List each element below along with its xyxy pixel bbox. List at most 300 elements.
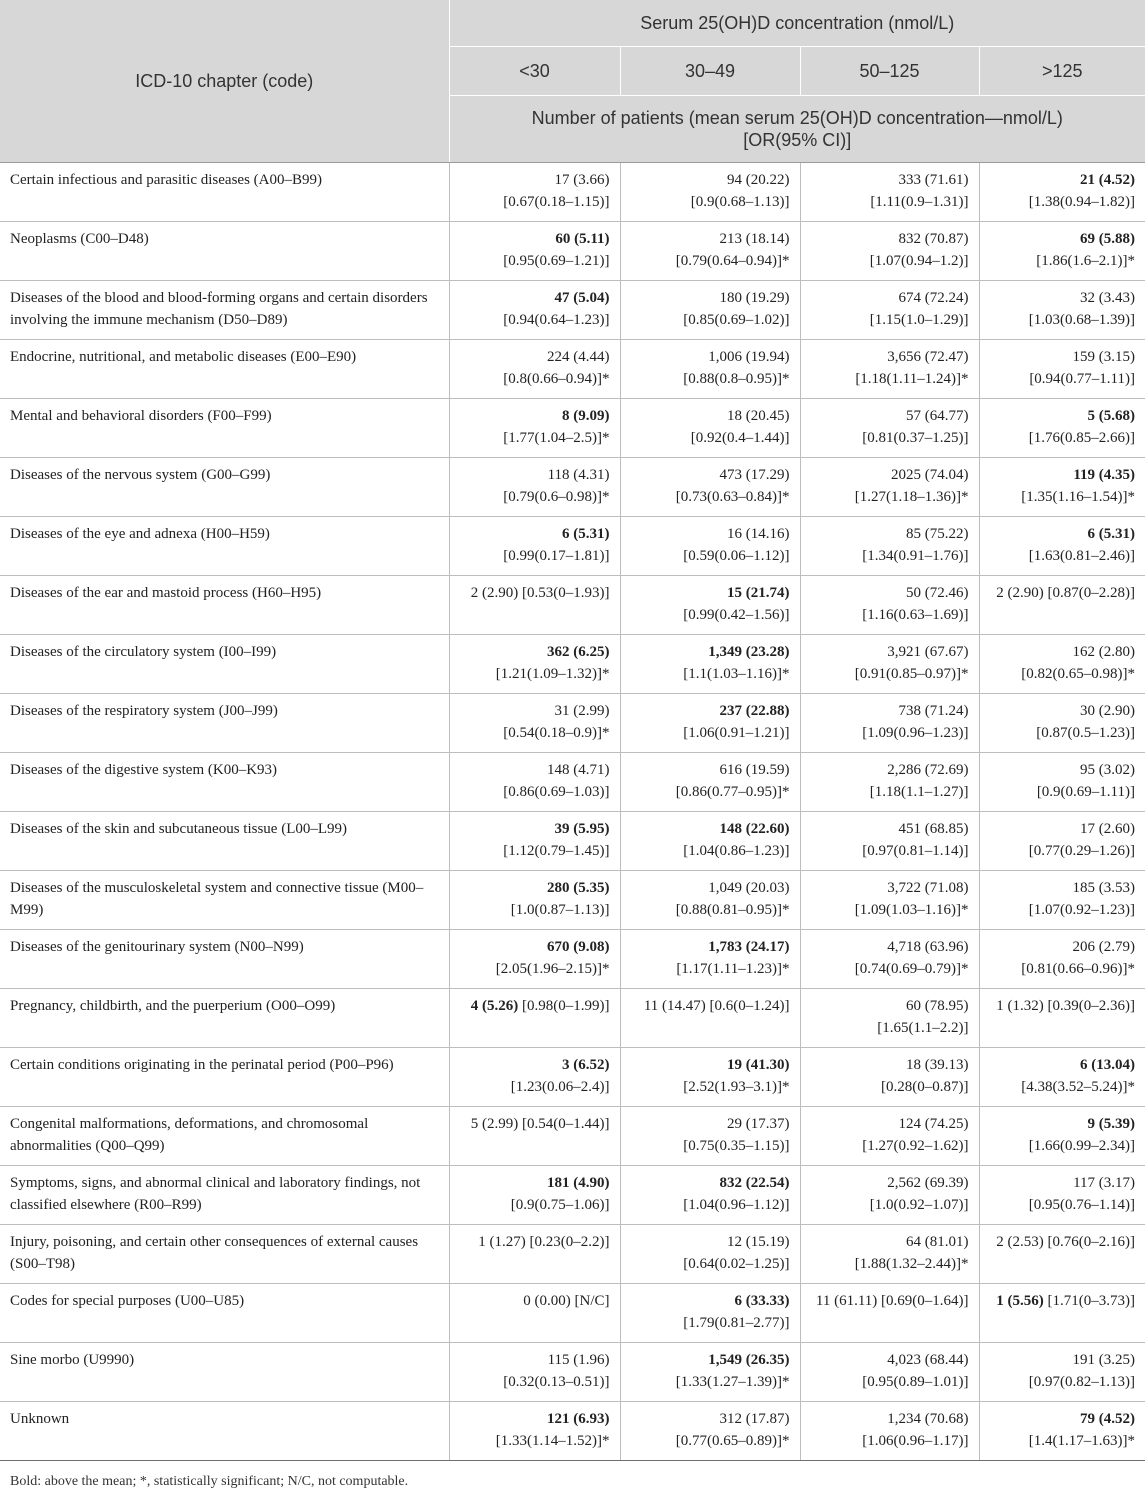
table-row [0, 930, 1145, 989]
patient-count: 57 (64.77) [906, 408, 969, 424]
row-label: Diseases of the circulatory system (I00–I99) [0, 635, 449, 694]
odds-ratio-ci: [1.27(0.92–1.62)] [862, 1138, 969, 1154]
table-cell [979, 635, 1145, 694]
table-cell [620, 1284, 800, 1343]
odds-ratio-ci: [1.4(1.17–1.63)]* [1028, 1433, 1135, 1449]
odds-ratio-ci: [1.35(1.16–1.54)]* [1021, 489, 1135, 505]
odds-ratio-ci: [0.39(0–2.36)] [1047, 998, 1135, 1014]
table-cell [620, 989, 800, 1048]
odds-ratio-ci: [0.92(0.4–1.44)] [690, 430, 790, 446]
patient-count: 162 (2.80) [1072, 644, 1135, 660]
table-cell [449, 1166, 620, 1225]
patient-count: 9 (5.39) [1087, 1116, 1135, 1132]
odds-ratio-ci: [0.99(0.42–1.56)] [683, 607, 790, 623]
table-cell [979, 694, 1145, 753]
table-row [0, 1048, 1145, 1107]
table-cell [620, 281, 800, 340]
table-cell [800, 281, 979, 340]
table-cell [620, 1107, 800, 1166]
patient-count: 118 (4.31) [547, 467, 610, 483]
table-cell [979, 1048, 1145, 1107]
patient-count: 738 (71.24) [898, 703, 969, 719]
odds-ratio-ci: [0.79(0.64–0.94)]* [675, 253, 790, 269]
patient-count: 832 (70.87) [898, 231, 969, 247]
row-label: Diseases of the skin and subcutaneous tissue (L00–L99) [0, 812, 449, 871]
row-label: Certain infectious and parasitic diseases (A00–B99) [0, 163, 449, 222]
odds-ratio-ci: [0.76(0–2.16)] [1047, 1234, 1135, 1250]
patient-count: 5 (2.99) [470, 1116, 519, 1132]
patient-count: 159 (3.15) [1072, 349, 1135, 365]
table-cell [979, 871, 1145, 930]
row-label: Diseases of the ear and mastoid process (H60–H95) [0, 576, 449, 635]
table-cell [979, 399, 1145, 458]
odds-ratio-ci: [1.23(0.06–2.4)] [510, 1079, 610, 1095]
row-label: Congenital malformations, deformations, and chromosomal abnormalities (Q00–Q99) [0, 1107, 449, 1166]
patient-count: 312 (17.87) [719, 1411, 790, 1427]
odds-ratio-ci: [1.76(0.85–2.66)] [1028, 430, 1135, 446]
patient-count: 39 (5.95) [554, 821, 610, 837]
odds-ratio-ci: [0.77(0.29–1.26)] [1028, 843, 1135, 859]
odds-ratio-ci: [0.9(0.69–1.11)] [1036, 784, 1135, 800]
odds-ratio-ci: [1.66(0.99–2.34)] [1028, 1138, 1135, 1154]
table-cell [449, 1343, 620, 1402]
table-row [0, 576, 1145, 635]
table-cell [620, 635, 800, 694]
odds-ratio-ci: [1.65(1.1–2.2)] [877, 1020, 969, 1036]
odds-ratio-ci: [0.97(0.81–1.14)] [862, 843, 969, 859]
patient-count: 124 (74.25) [898, 1116, 969, 1132]
odds-ratio-ci: [0.77(0.65–0.89)]* [675, 1433, 790, 1449]
table-row [0, 989, 1145, 1048]
row-label: Neoplasms (C00–D48) [0, 222, 449, 281]
patient-count: 2 (2.90) [470, 585, 519, 601]
row-label: Injury, poisoning, and certain other consequences of external causes (S00–T98) [0, 1225, 449, 1284]
table-cell [620, 399, 800, 458]
table-cell [620, 871, 800, 930]
row-label: Sine morbo (U9990) [0, 1343, 449, 1402]
table-cell [979, 163, 1145, 222]
table-row [0, 1225, 1145, 1284]
patient-count: 60 (5.11) [555, 231, 610, 247]
patient-count: 50 (72.46) [906, 585, 969, 601]
patient-count: 15 (21.74) [727, 585, 790, 601]
table-cell [620, 340, 800, 399]
odds-ratio-ci: [1.77(1.04–2.5)]* [503, 430, 610, 446]
table-cell [449, 163, 620, 222]
table-cell [620, 1343, 800, 1402]
odds-ratio-ci: [0.85(0.69–1.02)] [683, 312, 790, 328]
odds-ratio-ci: [0.95(0.89–1.01)] [862, 1374, 969, 1390]
table-row [0, 871, 1145, 930]
table-cell [620, 576, 800, 635]
patient-count: 29 (17.37) [727, 1116, 790, 1132]
patient-count: 2 (2.90) [996, 585, 1044, 601]
patient-count: 3,722 (71.08) [887, 880, 969, 896]
odds-ratio-ci: [1.71(0–3.73)] [1047, 1293, 1135, 1309]
row-label: Symptoms, signs, and abnormal clinical and laboratory findings, not classified elsewhere (R00–R99) [0, 1166, 449, 1225]
patient-count: 11 (61.11) [815, 1293, 878, 1309]
patient-count: 117 (3.17) [1073, 1175, 1135, 1191]
table-row [0, 1402, 1145, 1461]
patient-count: 3,921 (67.67) [887, 644, 969, 660]
patient-count: 213 (18.14) [719, 231, 790, 247]
odds-ratio-ci: [0.88(0.81–0.95)]* [675, 902, 790, 918]
row-label: Diseases of the blood and blood-forming organs and certain disorders involving the immune mechanism (D50–D89) [0, 281, 449, 340]
patient-count: 18 (39.13) [906, 1057, 969, 1073]
table-row [0, 399, 1145, 458]
odds-ratio-ci: [1.06(0.96–1.17)] [862, 1433, 969, 1449]
patient-count: 2025 (74.04) [891, 467, 969, 483]
patient-count: 832 (22.54) [719, 1175, 790, 1191]
table-cell [979, 1166, 1145, 1225]
table-cell [620, 517, 800, 576]
table-row [0, 1166, 1145, 1225]
odds-ratio-ci: [0.6(0–1.24)] [709, 998, 790, 1014]
row-label: Diseases of the nervous system (G00–G99) [0, 458, 449, 517]
subtitle [449, 96, 1145, 163]
odds-ratio-ci: [0.94(0.64–1.23)] [503, 312, 610, 328]
table-cell [800, 753, 979, 812]
table-cell [449, 222, 620, 281]
row-label: Diseases of the respiratory system (J00–J99) [0, 694, 449, 753]
odds-ratio-ci: [0.82(0.65–0.98)]* [1021, 666, 1135, 682]
subtitle-line1: Number of patients (mean serum 25(OH)D concentration—nmol/L) [531, 108, 1063, 128]
patient-count: 31 (2.99) [554, 703, 610, 719]
table-cell [800, 871, 979, 930]
patient-count: 206 (2.79) [1072, 939, 1135, 955]
odds-ratio-ci: [0.95(0.76–1.14)] [1028, 1197, 1135, 1213]
subtitle-line2: [OR(95% CI)] [743, 130, 852, 150]
patient-count: 3,656 (72.47) [887, 349, 969, 365]
table-cell [620, 930, 800, 989]
odds-ratio-ci: [0.54(0–1.44)] [522, 1116, 610, 1132]
odds-ratio-ci: [0.91(0.85–0.97)]* [854, 666, 969, 682]
patient-count: 670 (9.08) [547, 939, 610, 955]
odds-ratio-ci: [1.34(0.91–1.76)] [862, 548, 969, 564]
patient-count: 4 (5.26) [470, 998, 519, 1014]
odds-ratio-ci: [0.59(0.06–1.12)] [683, 548, 790, 564]
table-cell [800, 340, 979, 399]
odds-ratio-ci: [0.99(0.17–1.81)] [503, 548, 610, 564]
patient-count: 1,549 (26.35) [708, 1352, 790, 1368]
patient-count: 148 (22.60) [719, 821, 790, 837]
odds-ratio-ci: [2.52(1.93–3.1)]* [683, 1079, 790, 1095]
row-label: Diseases of the genitourinary system (N00–N99) [0, 930, 449, 989]
table-cell [620, 1166, 800, 1225]
table-cell [800, 399, 979, 458]
odds-ratio-ci: [0.87(0–2.28)] [1047, 585, 1135, 601]
odds-ratio-ci: [0.79(0.6–0.98)]* [503, 489, 610, 505]
table-cell [800, 1284, 979, 1343]
odds-ratio-ci: [0.64(0.02–1.25)] [683, 1256, 790, 1272]
patient-count: 224 (4.44) [547, 349, 610, 365]
odds-ratio-ci: [1.79(0.81–2.77)] [683, 1315, 790, 1331]
odds-ratio-ci: [1.86(1.6–2.1)]* [1036, 253, 1135, 269]
patient-count: 333 (71.61) [898, 172, 969, 188]
table-cell [800, 458, 979, 517]
patient-count: 2 (2.53) [996, 1234, 1044, 1250]
row-label: Unknown [0, 1402, 449, 1461]
odds-ratio-ci: [1.21(1.09–1.32)]* [495, 666, 610, 682]
column-header-lt30: <30 [449, 47, 620, 96]
table-cell [979, 458, 1145, 517]
patient-count: 32 (3.43) [1080, 290, 1135, 306]
patient-count: 237 (22.88) [719, 703, 790, 719]
patient-count: 121 (6.93) [547, 1411, 610, 1427]
table-cell [620, 222, 800, 281]
row-label: Endocrine, nutritional, and metabolic diseases (E00–E90) [0, 340, 449, 399]
odds-ratio-ci: [1.0(0.92–1.07)] [869, 1197, 969, 1213]
patient-count: 6 (5.31) [562, 526, 610, 542]
patient-count: 1,049 (20.03) [708, 880, 790, 896]
patient-count: 19 (41.30) [727, 1057, 790, 1073]
patient-count: 1,234 (70.68) [887, 1411, 969, 1427]
odds-ratio-ci: [1.11(0.9–1.31)] [870, 194, 969, 210]
table-cell [449, 458, 620, 517]
table-cell [449, 1225, 620, 1284]
table-cell [800, 1048, 979, 1107]
table-cell [620, 753, 800, 812]
odds-ratio-ci: [1.07(0.92–1.23)] [1028, 902, 1135, 918]
patient-count: 1 (1.32) [996, 998, 1044, 1014]
odds-ratio-ci: [0.73(0.63–0.84)]* [675, 489, 790, 505]
odds-ratio-ci: [1.18(1.11–1.24)]* [855, 371, 969, 387]
odds-ratio-ci: [0.94(0.77–1.11)] [1029, 371, 1135, 387]
table-cell [979, 576, 1145, 635]
table-row [0, 517, 1145, 576]
patient-count: 2,562 (69.39) [887, 1175, 969, 1191]
patient-count: 1 (1.27) [478, 1234, 526, 1250]
table-cell [449, 1107, 620, 1166]
patient-count: 180 (19.29) [719, 290, 790, 306]
table-cell [449, 930, 620, 989]
table-row [0, 163, 1145, 222]
odds-ratio-ci: [1.88(1.32–2.44)]* [854, 1256, 969, 1272]
odds-ratio-ci: [0.86(0.69–1.03)] [503, 784, 610, 800]
table-cell [979, 222, 1145, 281]
patient-count: 64 (81.01) [906, 1234, 969, 1250]
table-cell [800, 576, 979, 635]
odds-ratio-ci: [0.28(0–0.87)] [881, 1079, 969, 1095]
column-header-30-49: 30–49 [620, 47, 800, 96]
patient-count: 94 (20.22) [727, 172, 790, 188]
column-header-gt125: >125 [979, 47, 1145, 96]
odds-ratio-ci: [0.95(0.69–1.21)] [503, 253, 610, 269]
odds-ratio-ci: [1.16(0.63–1.69)] [862, 607, 969, 623]
table-cell [620, 458, 800, 517]
patient-count: 21 (4.52) [1080, 172, 1135, 188]
patient-count: 1 (5.56) [996, 1293, 1044, 1309]
table-cell [620, 1402, 800, 1461]
patient-count: 16 (14.16) [727, 526, 790, 542]
table-row [0, 340, 1145, 399]
patient-count: 8 (9.09) [562, 408, 610, 424]
table-row [0, 1107, 1145, 1166]
patient-count: 4,023 (68.44) [887, 1352, 969, 1368]
odds-ratio-ci: [1.17(1.11–1.23)]* [676, 961, 790, 977]
table-cell [449, 399, 620, 458]
row-label-header: ICD-10 chapter (code) [0, 0, 449, 163]
patient-count: 1,006 (19.94) [708, 349, 790, 365]
patient-count: 47 (5.04) [554, 290, 610, 306]
patient-count: 280 (5.35) [547, 880, 610, 896]
table-cell [979, 1107, 1145, 1166]
patient-count: 95 (3.02) [1080, 762, 1135, 778]
odds-ratio-ci: [0.9(0.68–1.13)] [690, 194, 790, 210]
odds-ratio-ci: [0.97(0.82–1.13)] [1028, 1374, 1135, 1390]
table-cell [979, 1225, 1145, 1284]
table-row [0, 1343, 1145, 1402]
table-row [0, 458, 1145, 517]
table-cell [800, 222, 979, 281]
patient-count: 185 (3.53) [1072, 880, 1135, 896]
odds-ratio-ci: [N/C] [574, 1293, 610, 1309]
patient-count: 674 (72.24) [898, 290, 969, 306]
odds-ratio-ci: [4.38(3.52–5.24)]* [1021, 1079, 1135, 1095]
odds-ratio-ci: [1.38(0.94–1.82)] [1028, 194, 1135, 210]
odds-ratio-ci: [1.09(1.03–1.16)]* [854, 902, 969, 918]
patient-count: 11 (14.47) [643, 998, 706, 1014]
row-label: Pregnancy, childbirth, and the puerperium (O00–O99) [0, 989, 449, 1048]
row-label: Certain conditions originating in the perinatal period (P00–P96) [0, 1048, 449, 1107]
table-cell [979, 930, 1145, 989]
row-label: Mental and behavioral disorders (F00–F99) [0, 399, 449, 458]
row-label: Diseases of the digestive system (K00–K93) [0, 753, 449, 812]
patient-count: 473 (17.29) [719, 467, 790, 483]
odds-ratio-ci: [0.81(0.66–0.96)]* [1021, 961, 1135, 977]
odds-ratio-ci: [1.27(1.18–1.36)]* [854, 489, 969, 505]
odds-ratio-ci: [1.04(0.86–1.23)] [683, 843, 790, 859]
odds-ratio-ci: [1.63(0.81–2.46)] [1028, 548, 1135, 564]
footnote: Bold: above the mean; *, statistically significant; N/C, not computable. [10, 1474, 409, 1489]
patient-count: 30 (2.90) [1080, 703, 1135, 719]
table-cell [449, 753, 620, 812]
odds-ratio-ci: [0.32(0.13–0.51)] [503, 1374, 610, 1390]
table-cell [800, 635, 979, 694]
table-cell [620, 163, 800, 222]
table-cell [979, 812, 1145, 871]
table-cell [800, 1343, 979, 1402]
odds-ratio-ci: [1.03(0.68–1.39)] [1028, 312, 1135, 328]
odds-ratio-ci: [0.81(0.37–1.25)] [862, 430, 969, 446]
patient-count: 60 (78.95) [906, 998, 969, 1014]
table-cell [449, 694, 620, 753]
table-cell [620, 812, 800, 871]
odds-ratio-ci: [1.18(1.1–1.27)] [869, 784, 969, 800]
patient-count: 148 (4.71) [547, 762, 610, 778]
patient-count: 191 (3.25) [1072, 1352, 1135, 1368]
patient-count: 1,349 (23.28) [708, 644, 790, 660]
patient-count: 18 (20.45) [727, 408, 790, 424]
table-cell [979, 753, 1145, 812]
odds-ratio-ci: [2.05(1.96–2.15)]* [495, 961, 610, 977]
odds-ratio-ci: [0.87(0.5–1.23)] [1036, 725, 1135, 741]
patient-count: 5 (5.68) [1087, 408, 1135, 424]
table-cell [800, 930, 979, 989]
odds-ratio-ci: [0.23(0–2.2)] [529, 1234, 610, 1250]
patient-count: 362 (6.25) [547, 644, 610, 660]
patient-count: 1,783 (24.17) [708, 939, 790, 955]
odds-ratio-ci: [1.07(0.94–1.2)] [869, 253, 969, 269]
table-cell [800, 163, 979, 222]
table-cell [449, 1402, 620, 1461]
odds-ratio-ci: [0.54(0.18–0.9)]* [503, 725, 610, 741]
table-row [0, 222, 1145, 281]
patient-count: 79 (4.52) [1080, 1411, 1135, 1427]
table-cell [449, 517, 620, 576]
odds-ratio-ci: [0.8(0.66–0.94)]* [503, 371, 610, 387]
table-row [0, 281, 1145, 340]
patient-count: 6 (5.31) [1087, 526, 1135, 542]
table-cell [800, 694, 979, 753]
table-cell [800, 989, 979, 1048]
odds-ratio-ci: [0.9(0.75–1.06)] [510, 1197, 610, 1213]
table-cell [449, 812, 620, 871]
table-cell [449, 340, 620, 399]
patient-count: 4,718 (63.96) [887, 939, 969, 955]
patient-count: 119 (4.35) [1073, 467, 1135, 483]
odds-ratio-ci: [0.69(0–1.64)] [881, 1293, 969, 1309]
table-cell [800, 1225, 979, 1284]
table-row [0, 753, 1145, 812]
patient-count: 0 (0.00) [523, 1293, 571, 1309]
table-cell [800, 1166, 979, 1225]
odds-ratio-ci: [0.74(0.69–0.79)]* [854, 961, 969, 977]
table-cell [449, 635, 620, 694]
patient-count: 616 (19.59) [719, 762, 790, 778]
table-cell [449, 281, 620, 340]
table-row [0, 694, 1145, 753]
table-cell [449, 989, 620, 1048]
odds-ratio-ci: [0.53(0–1.93)] [522, 585, 610, 601]
patient-count: 451 (68.85) [898, 821, 969, 837]
odds-ratio-ci: [0.88(0.8–0.95)]* [683, 371, 790, 387]
table-cell [620, 1225, 800, 1284]
row-label: Diseases of the eye and adnexa (H00–H59) [0, 517, 449, 576]
odds-ratio-ci: [1.0(0.87–1.13)] [510, 902, 610, 918]
odds-ratio-ci: [0.75(0.35–1.15)] [683, 1138, 790, 1154]
table-cell [620, 694, 800, 753]
table-cell [620, 1048, 800, 1107]
patient-count: 17 (2.60) [1080, 821, 1135, 837]
table-cell [979, 1284, 1145, 1343]
odds-ratio-ci: [0.67(0.18–1.15)] [503, 194, 610, 210]
table-cell [800, 517, 979, 576]
patient-count: 181 (4.90) [547, 1175, 610, 1191]
table-cell [800, 812, 979, 871]
table-cell [449, 871, 620, 930]
table-cell [449, 1284, 620, 1343]
row-label: Codes for special purposes (U00–U85) [0, 1284, 449, 1343]
table-cell [979, 1402, 1145, 1461]
table-cell [800, 1402, 979, 1461]
table-body [0, 163, 1145, 1461]
column-header-50-125: 50–125 [800, 47, 979, 96]
odds-ratio-ci: [1.12(0.79–1.45)] [503, 843, 610, 859]
patient-count: 2,286 (72.69) [887, 762, 969, 778]
patient-count: 69 (5.88) [1080, 231, 1135, 247]
table-row [0, 1284, 1145, 1343]
patient-count: 6 (13.04) [1080, 1057, 1135, 1073]
table-cell [800, 1107, 979, 1166]
row-label: Diseases of the musculoskeletal system and connective tissue (M00–M99) [0, 871, 449, 930]
odds-ratio-ci: [1.09(0.96–1.23)] [862, 725, 969, 741]
table-cell [449, 576, 620, 635]
table-row [0, 635, 1145, 694]
group-title: Serum 25(OH)D concentration (nmol/L) [449, 0, 1145, 47]
table-row [0, 812, 1145, 871]
patient-count: 85 (75.22) [906, 526, 969, 542]
